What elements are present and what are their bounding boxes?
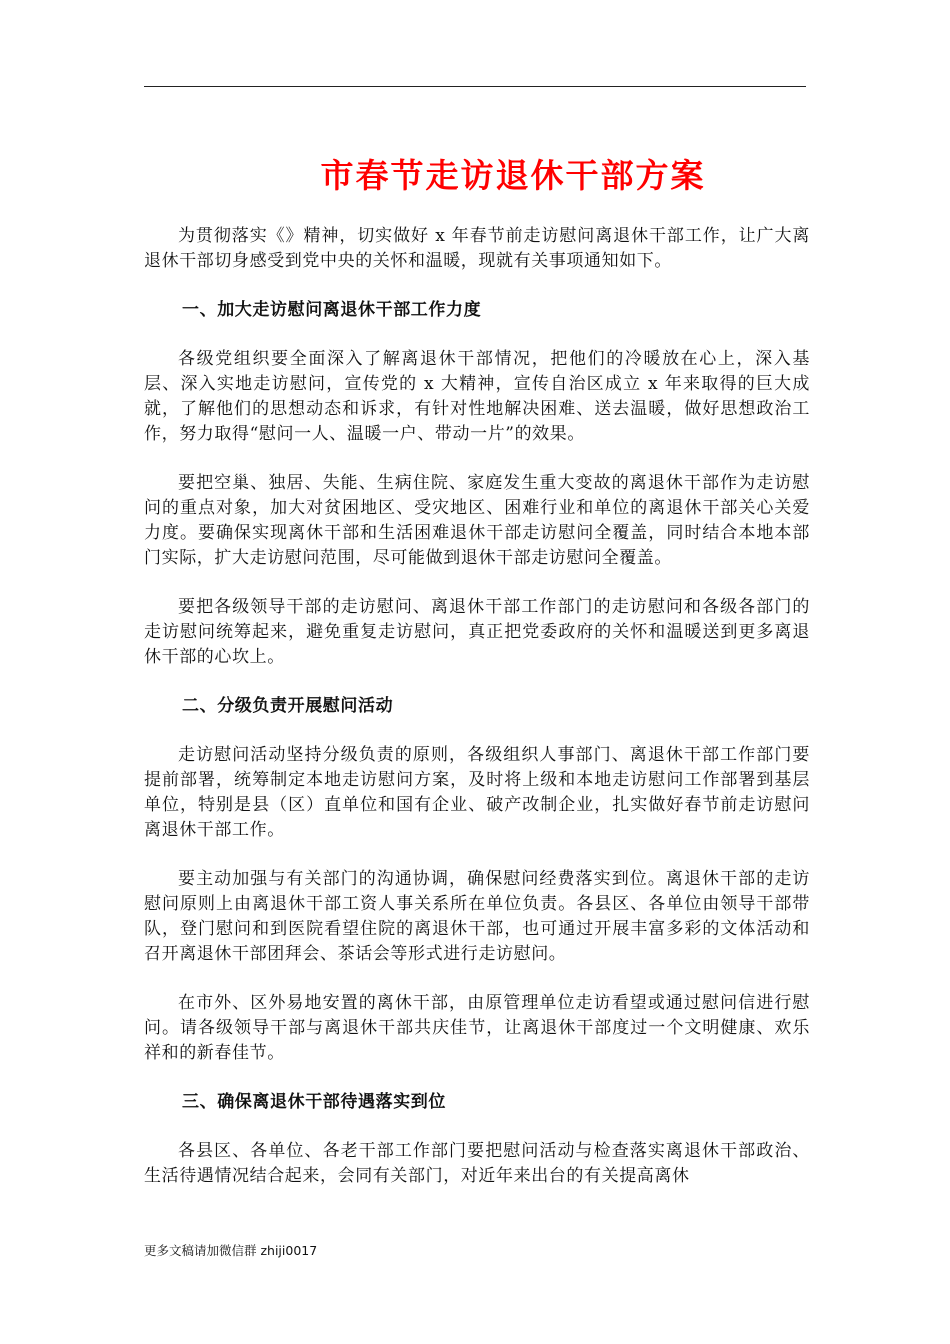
- paragraph: 各级党组织要全面深入了解离退休干部情况，把他们的冷暖放在心上，深入基层、深入实地走访慰问，宣传党的 x 大精神，宣传自治区成立 x 年来取得的巨大成就，了解他们的思想动态和诉求，有针对性地解决困难、送去温暖，做好思想政治工作，努力取得“慰问一人、温暖一户、带动一片”的效果。: [144, 349, 810, 444]
- paragraph-intro: 为贯彻落实《》精神，切实做好 x 年春节前走访慰问离退休干部工作，让广大离退休干部切身感受到党中央的关怀和温暖，现就有关事项通知如下。: [144, 226, 810, 271]
- paragraph: 各县区、各单位、各老干部工作部门要把慰问活动与检查落实离退休干部政治、生活待遇情况结合起来，会同有关部门，对近年来出台的有关提高离休: [144, 1141, 810, 1186]
- page-footer: 更多文稿请加微信群 zhiji0017: [144, 1243, 318, 1258]
- paragraph: 要把各级领导干部的走访慰问、离退休干部工作部门的走访慰问和各级各部门的走访慰问统筹起来，避免重复走访慰问，真正把党委政府的关怀和温暖送到更多离退休干部的心坎上。: [144, 597, 810, 667]
- document-body: [144, 224, 810, 1213]
- paragraph: 要把空巢、独居、失能、生病住院、家庭发生重大变故的离退休干部作为走访慰问的重点对象，加大对贫困地区、受灾地区、困难行业和单位的离退休干部关心关爱力度。要确保实现离休干部和生活困难退休干部走访慰问全覆盖，同时结合本地本部门实际，扩大走访慰问范围，尽可能做到退休干部走访慰问全覆盖。: [144, 473, 810, 568]
- section-heading-2: 二、分级负责开展慰问活动: [182, 696, 394, 716]
- header-rule: [144, 86, 806, 87]
- paragraph: 在市外、区外易地安置的离休干部，由原管理单位走访看望或通过慰问信进行慰问。请各级领导干部与离退休干部共庆佳节，让离退休干部度过一个文明健康、欢乐祥和的新春佳节。: [144, 993, 810, 1063]
- document-title: 市春节走访退休干部方案: [320, 156, 706, 195]
- paragraph: 要主动加强与有关部门的沟通协调，确保慰问经费落实到位。离退休干部的走访慰问原则上由离退休干部工资人事关系所在单位负责。各县区、各单位由领导干部带队，登门慰问和到医院看望住院的离退休干部，也可通过开展丰富多彩的文体活动和召开离退休干部团拜会、茶话会等形式进行走访慰问。: [144, 869, 810, 964]
- section-heading-3: 三、确保离退休干部待遇落实到位: [182, 1092, 446, 1112]
- section-heading-1: 一、加大走访慰问离退休干部工作力度: [182, 300, 482, 320]
- paragraph: 走访慰问活动坚持分级负责的原则，各级组织人事部门、离退休干部工作部门要提前部署，统筹制定本地走访慰问方案，及时将上级和本地走访慰问工作部署到基层单位，特别是县（区）直单位和国有企业、破产改制企业，扎实做好春节前走访慰问离退休干部工作。: [144, 745, 810, 840]
